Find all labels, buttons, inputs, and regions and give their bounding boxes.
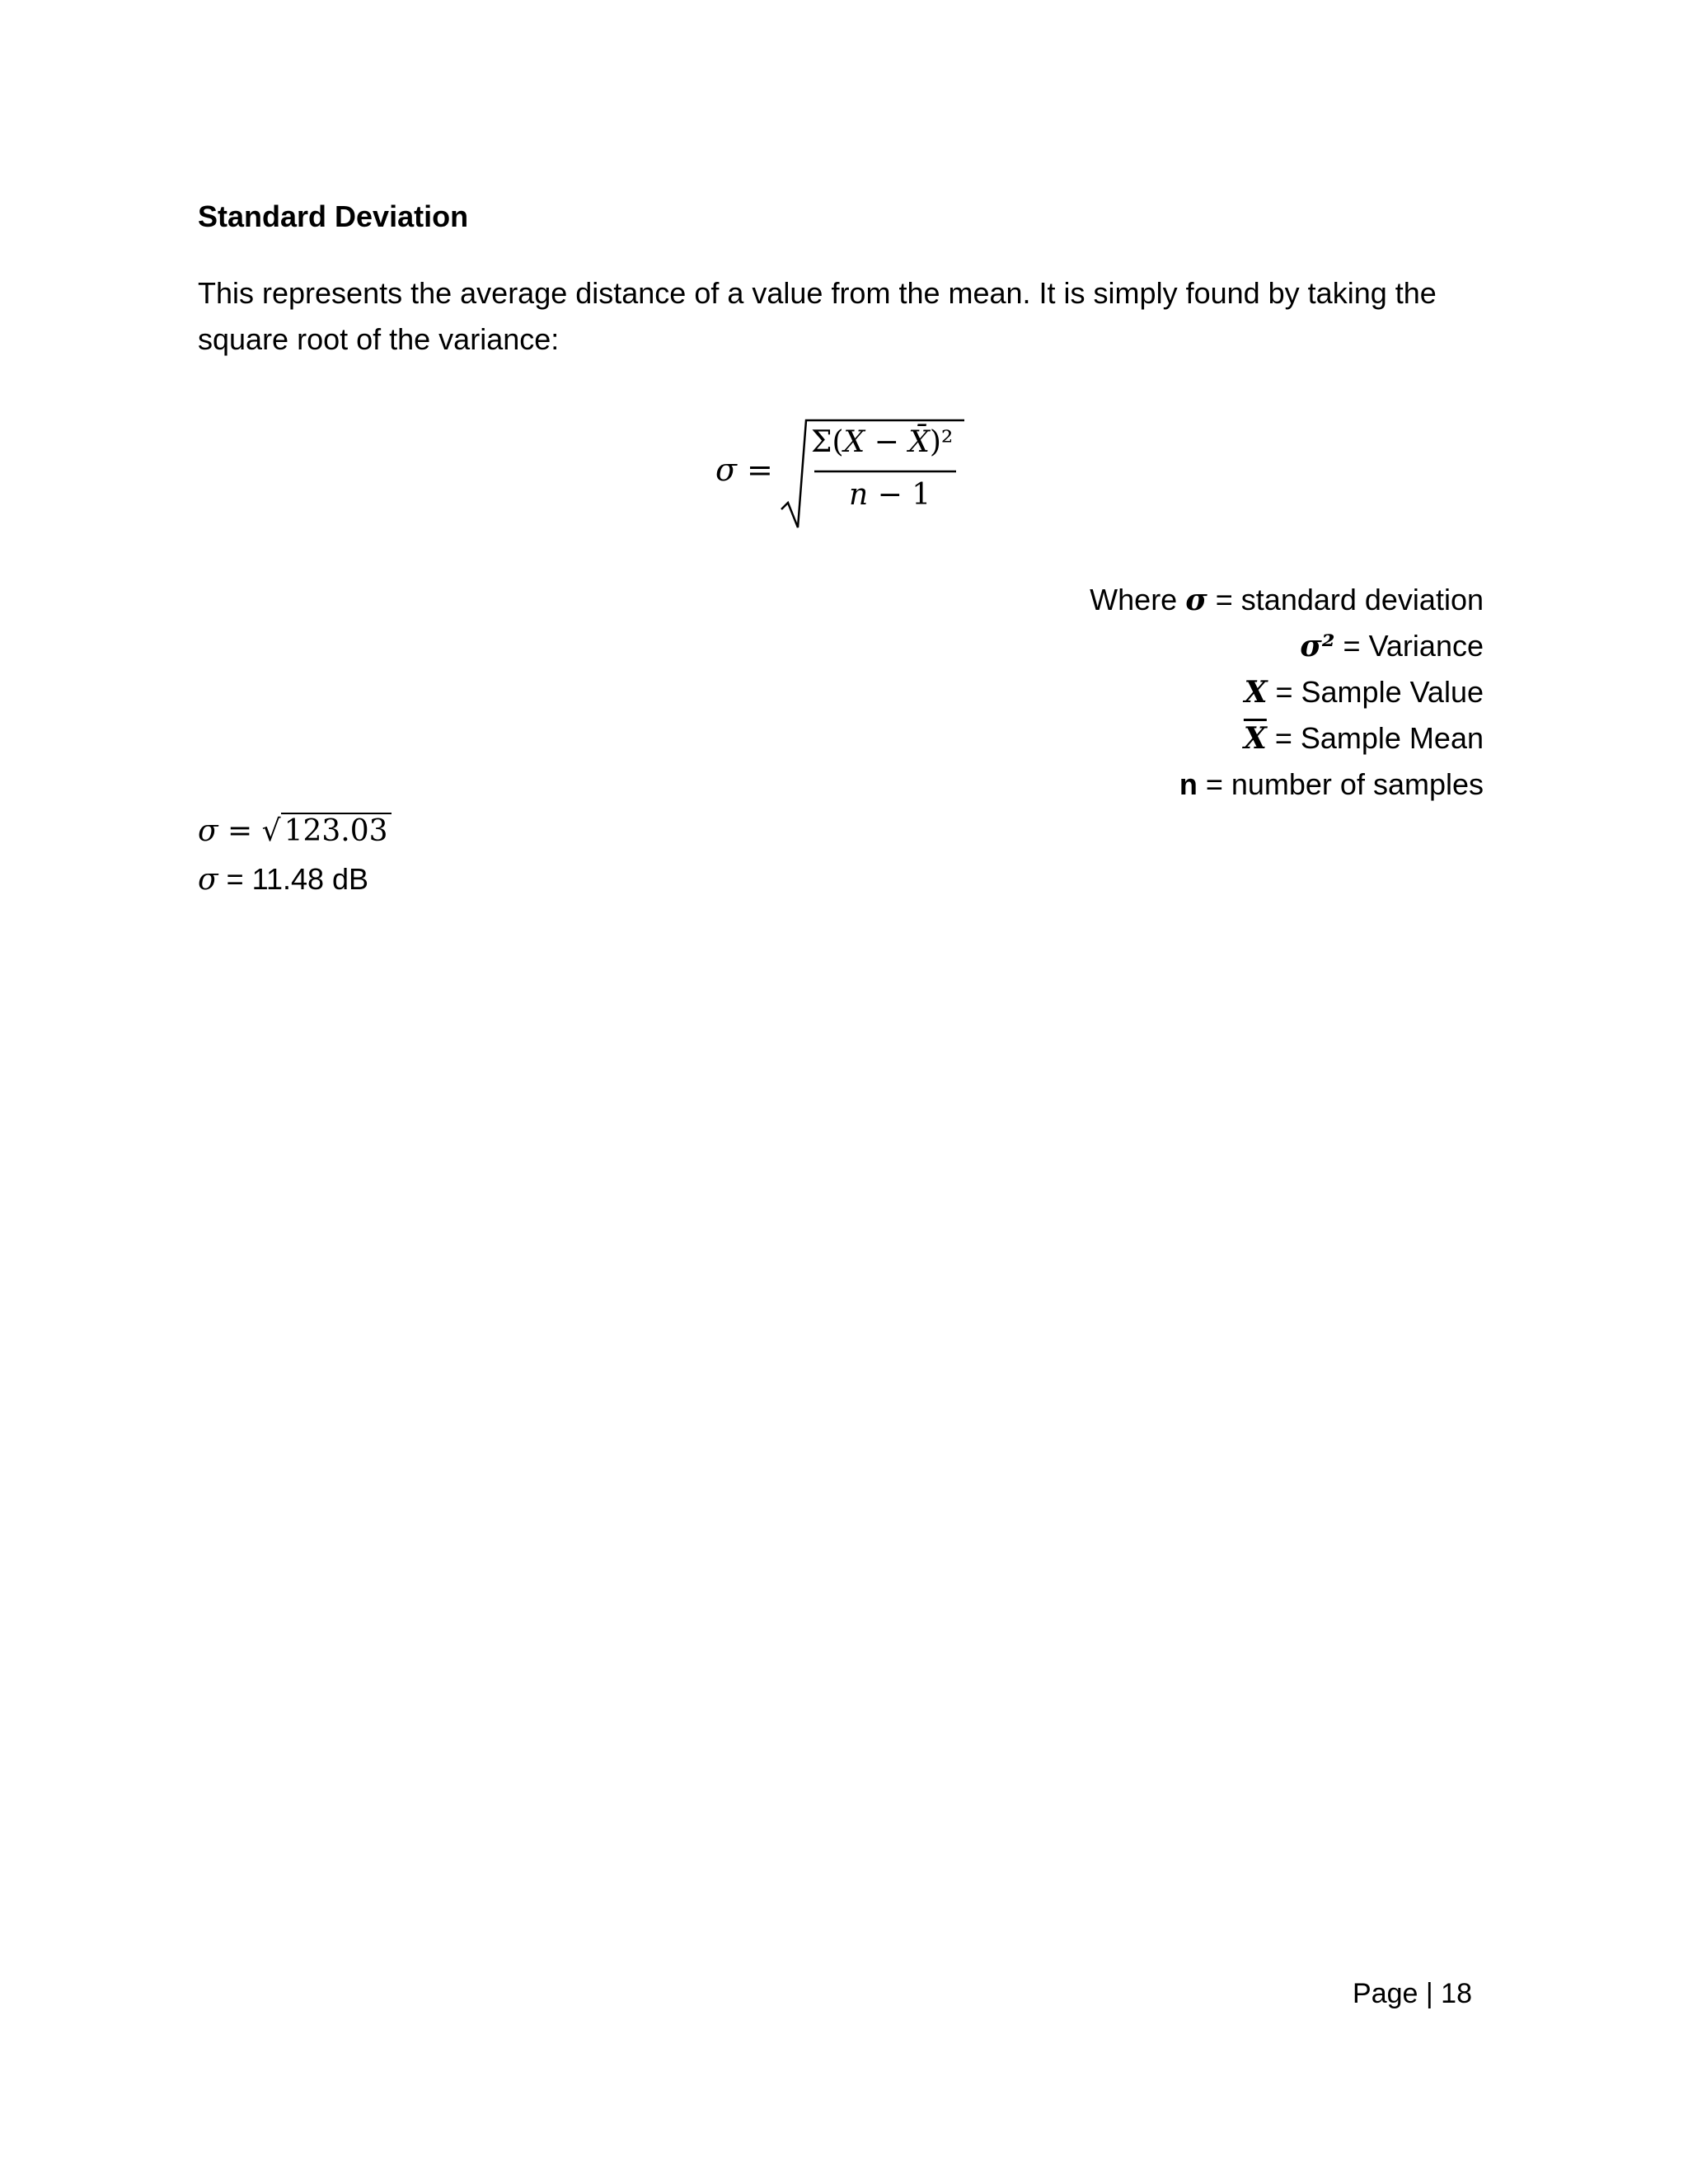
legend-symbol: n [1179, 767, 1198, 801]
sigma-symbol: σ [715, 452, 737, 488]
calc-lhs: σ = [198, 814, 262, 848]
legend-symbol: σ [1185, 583, 1207, 617]
legend-text: = Sample Value [1267, 675, 1484, 709]
minus-sign: − [874, 425, 909, 459]
legend-row-sigma [1090, 577, 1484, 623]
x-variable: X [843, 425, 865, 459]
calculation-block [198, 808, 392, 904]
calc-line-2 [198, 855, 392, 904]
calc-result: = 11.48 dB [218, 862, 369, 896]
formula-lhs [715, 452, 773, 488]
body-line-1: This represents the average distance of a value from the mean. It is simply found by taking the [198, 276, 1437, 310]
legend-text: = standard deviation [1207, 583, 1484, 616]
legend-row-sample-mean [1090, 715, 1484, 762]
legend-row-variance [1090, 623, 1484, 669]
legend-text: = Sample Mean [1266, 721, 1484, 755]
body-line-2: square root of the variance: [198, 322, 560, 356]
minus-one: − 1 [868, 478, 931, 512]
page-number: Page | 18 [1353, 1978, 1472, 2009]
legend-row-sample-value [1090, 669, 1484, 715]
equals-sign: = [747, 452, 773, 488]
radical-icon: √ [261, 814, 281, 848]
n-variable: n [849, 478, 869, 512]
sum-symbol: Σ( [811, 425, 844, 459]
squared-close: )² [929, 425, 954, 459]
x-bar-variable: X̄ [908, 425, 930, 459]
legend-symbol: X [1244, 675, 1268, 710]
legend-where: Where [1090, 583, 1186, 616]
body-paragraph [198, 270, 1484, 363]
legend-text: = Variance [1334, 629, 1484, 663]
formula-denominator [849, 478, 931, 512]
section-heading: Standard Deviation [198, 199, 469, 233]
calc-sigma: σ [198, 863, 218, 897]
formula-numerator [811, 425, 953, 459]
legend-row-samples [1090, 762, 1484, 808]
calc-line-1 [198, 808, 392, 855]
variable-legend [1090, 577, 1484, 808]
legend-symbol: $\overline{X}$ [1243, 721, 1267, 756]
std-dev-formula [709, 412, 973, 536]
legend-symbol: σ² [1300, 629, 1335, 663]
legend-text: = number of samples [1197, 767, 1484, 801]
radicand-value: 123.03 [281, 813, 392, 848]
